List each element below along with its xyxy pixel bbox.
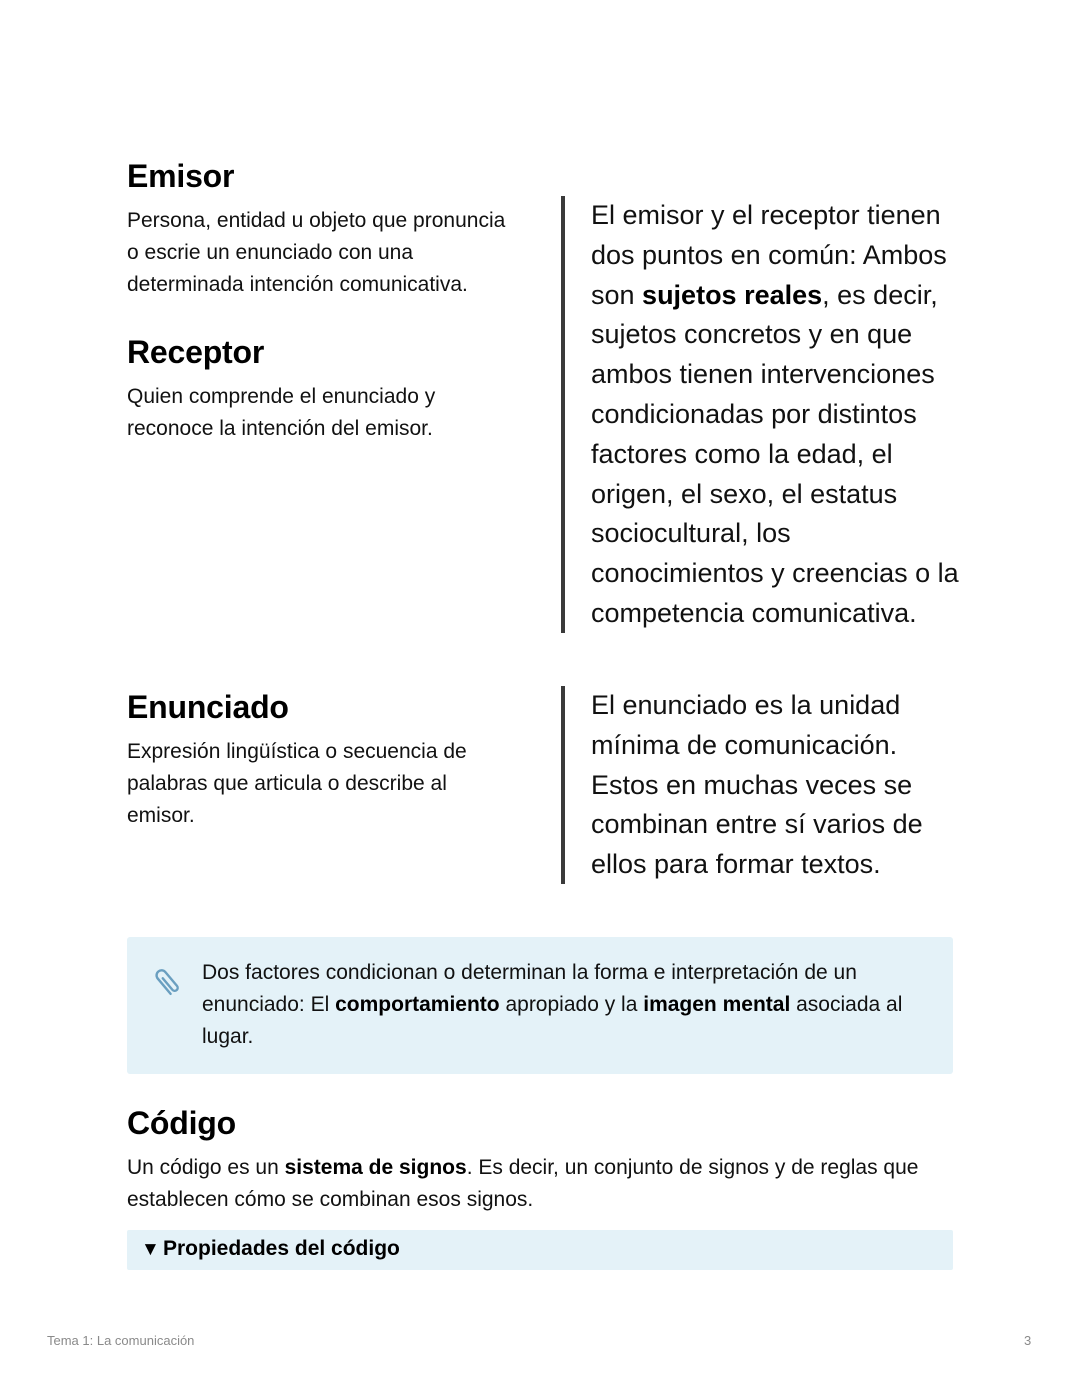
enunciado-section — [127, 689, 522, 832]
emisor-section — [127, 158, 522, 301]
footer-title: Tema 1: La comunicación — [47, 1333, 195, 1348]
quote1-text-start: El emisor y el receptor tienen dos puntos en común: Ambos son — [591, 200, 947, 310]
codigo-text-end: . Es decir, un conjunto de signos y de reglas que establecen cómo se combinan esos signos. — [127, 1156, 919, 1211]
codigo-text-start: Un código es un — [127, 1156, 285, 1179]
page-number: 3 — [1024, 1333, 1032, 1348]
receptor-section — [127, 334, 522, 445]
callout-bold-comportamiento: comportamiento — [335, 993, 500, 1016]
receptor-description: Quien comprende el enunciado y reconoce la intención del emisor. — [127, 385, 436, 440]
emisor-receptor-quote — [561, 196, 961, 633]
receptor-heading: Receptor — [127, 334, 265, 370]
callout-text-end: asociada al lugar. — [202, 993, 903, 1048]
enunciado-heading: Enunciado — [127, 689, 289, 725]
codigo-heading: Código — [127, 1105, 236, 1141]
enunciado-description: Expresión lingüística o secuencia de palabras que articula o describe al emisor. — [127, 740, 467, 827]
emisor-description: Persona, entidad u objeto que pronuncia o escrie un enunciado con una determinada intención comunicativa. — [127, 209, 506, 296]
triangle-down-icon[interactable]: ▼ — [141, 1239, 160, 1260]
callout-bold-imagen-mental: imagen mental — [643, 993, 791, 1016]
codigo-section — [127, 1105, 953, 1216]
quote1-text-end: , es decir, sujetos concretos y en que ambos tienen intervenciones condicionadas por distintos factores como la edad, el origen, el sexo, el estatus sociocultural, los conocimientos y creencias o la competencia comunicativa. — [591, 279, 959, 628]
emisor-heading: Emisor — [127, 158, 235, 194]
enunciado-quote — [561, 686, 961, 884]
callout-text — [202, 957, 932, 1053]
paperclip-icon — [149, 963, 187, 1003]
callout-text-middle: apropiado y la — [499, 993, 644, 1016]
codigo-bold-sistema-de-signos: sistema de signos — [284, 1156, 467, 1179]
propiedades-toggle[interactable] — [127, 1230, 953, 1270]
toggle-label: Propiedades del código — [163, 1237, 400, 1260]
callout-text-start: Dos factores condicionan o determinan la forma e interpretación de un enunciado: El — [202, 961, 857, 1016]
quote2-text: El enunciado es la unidad mínima de comunicación. Estos en muchas veces se combinan entre sí varios de ellos para formar textos. — [591, 690, 923, 880]
quote1-bold-sujetos-reales: sujetos reales — [642, 279, 823, 310]
callout-box — [127, 937, 953, 1074]
codigo-description — [127, 1152, 953, 1216]
